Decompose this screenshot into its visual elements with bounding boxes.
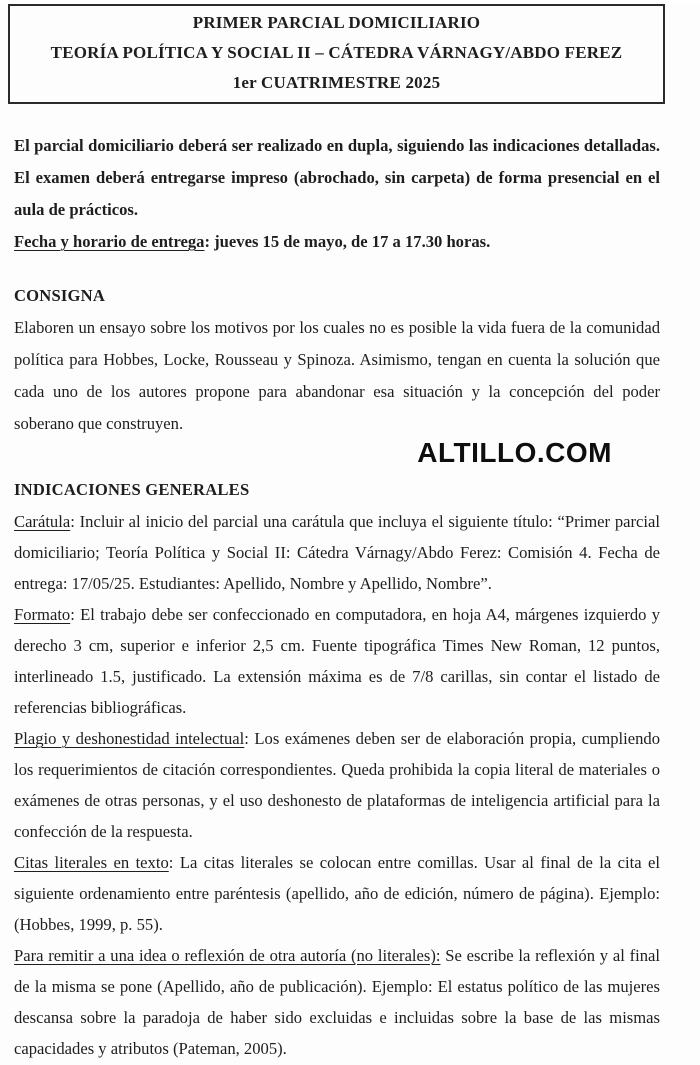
indication-citas (14, 847, 660, 940)
consigna-body: Elaboren un ensayo sobre los motivos por los cuales no es posible la vida fuera de la comunidad política para Hobbes, Locke, Rousseau y Spinoza. Asimismo, tengan en cuenta la solución que cada uno de los autores propone para abandonar esa situación y la concepción del poder soberano que construyen. (14, 318, 660, 433)
indication-plagio (14, 723, 660, 847)
indication-formato-label: Formato (14, 605, 71, 624)
consigna-heading: CONSIGNA (14, 286, 106, 305)
indication-remision (14, 940, 660, 1064)
indication-citas-label: Citas literales en texto (14, 853, 169, 872)
indication-remision-label: Para remitir a una idea o reflexión de otra autoría (no literales): (14, 946, 441, 965)
indication-citas-text: La citas literales se colocan entre comillas. Usar al final de la cita el siguiente ordenamiento entre paréntesis (apellido, año de edición, número de página). Ejemplo: (Hobbes, 1999, p. 55). (14, 853, 661, 934)
indication-formato (14, 599, 660, 723)
indication-plagio-label: Plagio y deshonestidad intelectual (14, 729, 245, 748)
term-title: 1er CUATRIMESTRE 2025 (232, 73, 441, 92)
intro-paragraph: El parcial domiciliario deberá ser realizado en dupla, siguiendo las indicaciones detalladas. El examen deberá entregarse impreso (abrochado, sin carpeta) de forma presencial en el aula de prácticos. (14, 136, 660, 219)
altillo-watermark: ALTILLO.COM (417, 437, 612, 468)
indication-formato-sep: : (70, 605, 81, 624)
course-title: TEORÍA POLÍTICA Y SOCIAL II – CÁTEDRA VÁRNAGY/ABDO FEREZ (50, 43, 623, 62)
title-box (8, 4, 665, 104)
document-title: PRIMER PARCIAL DOMICILIARIO (192, 13, 481, 32)
indication-caratula-sep: : (70, 512, 80, 531)
delivery-label: Fecha y horario de entrega (14, 232, 205, 251)
delivery-info: : jueves 15 de mayo, de 17 a 17.30 horas. (204, 232, 491, 251)
indicaciones-heading: INDICACIONES GENERALES (14, 480, 250, 499)
indication-caratula (14, 506, 660, 599)
indication-plagio-text: Los exámenes deben ser de elaboración propia, cumpliendo los requerimientos de citación correspondientes. Queda prohibida la copia literal de materiales o exámenes de otras personas, y el uso deshonesto de plataformas de inteligencia artificial para la confección de la respuesta. (14, 729, 660, 841)
delivery-line (14, 226, 660, 258)
indication-plagio-sep: : (244, 729, 255, 748)
exam-document-page (0, 4, 700, 1065)
indication-formato-text: El trabajo debe ser confeccionado en computadora, en hoja A4, márgenes izquierdo y derecho 3 cm, superior e inferior 2,5 cm. Fuente tipográfica Times New Roman, 12 puntos, interlineado 1.5, justificado. La extensión máxima es de 7/8 carillas, sin contar el listado de referencias bibliográficas. (14, 605, 660, 717)
indication-citas-sep: : (168, 853, 180, 872)
indication-caratula-text: Incluir al inicio del parcial una carátula que incluya el siguiente título: “Primer parcial domiciliario; Teoría Política y Social II: Cátedra Várnagy/Abdo Ferez: Comisión 4. Fecha de entrega: 17/05/25. Estudiantes: Apellido, Nombre y Apellido, Nombre”. (14, 512, 660, 593)
indication-remision-text: Se escribe la reflexión y al final de la misma se pone (Apellido, año de publicación). Ejemplo: El estatus político de las mujeres descansa sobre la paradoja de haber sido excluidas e incluidas sobre la base de las mismas capacidades y atributos (Pateman, 2005). (14, 946, 660, 1058)
indication-caratula-label: Carátula (14, 512, 71, 531)
